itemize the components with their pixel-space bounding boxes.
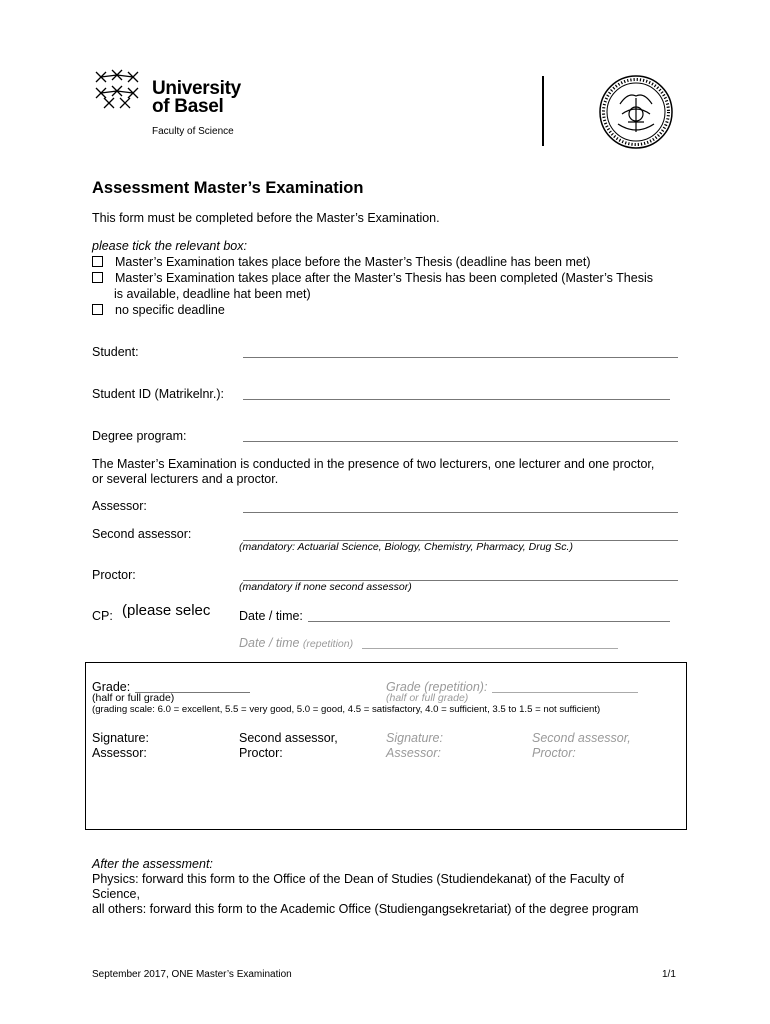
proctor-note: (mandatory if none second assessor): [239, 581, 412, 593]
degree-program-label: Degree program:: [92, 429, 187, 443]
page-number: 1/1: [662, 969, 676, 980]
tick-prompt: please tick the relevant box:: [92, 239, 247, 253]
signature-second-assessor-rep-line1: Second assessor,: [532, 731, 631, 745]
option-after-thesis[interactable]: [92, 270, 653, 286]
grading-scale: (grading scale: 6.0 = excellent, 5.5 = very good, 5.0 = good, 4.5 = satisfactory, 4.0 = sufficient, 3.5 to 1.5 = not sufficient): [92, 704, 601, 715]
proctor-label: Proctor:: [92, 568, 136, 582]
conduct-text-line2: or several lecturers and a proctor.: [92, 472, 279, 486]
after-line1: Physics: forward this form to the Office of the Dean of Studies (Studiendekanat) of the Faculty of: [92, 872, 624, 886]
signature-second-assessor-line2: Proctor:: [239, 746, 283, 760]
option-before-thesis[interactable]: [92, 254, 590, 270]
grade-repetition-field[interactable]: [492, 692, 638, 693]
second-assessor-note: (mandatory: Actuarial Science, Biology, Chemistry, Pharmacy, Drug Sc.): [239, 541, 573, 553]
signature-second-assessor-line1: Second assessor,: [239, 731, 338, 745]
second-assessor-label: Second assessor:: [92, 527, 192, 541]
date-rep-text: Date / time: [239, 636, 303, 650]
date-rep-suffix: (repetition): [302, 638, 354, 650]
footer-left: September 2017, ONE Master’s Examination: [92, 969, 292, 980]
option-no-deadline-label: no specific deadline: [115, 303, 225, 317]
student-field[interactable]: [243, 357, 678, 358]
date-time-label: Date / time:: [239, 609, 303, 623]
degree-program-field[interactable]: [243, 441, 678, 442]
signature-assessor-line2: Assessor:: [92, 746, 147, 760]
half-full-note-repetition: (half or full grade): [386, 692, 469, 704]
option-after-thesis-label: Master’s Examination takes place after the Master’s Thesis has been completed (Master’s Thesis: [115, 271, 653, 285]
after-line3: all others: forward this form to the Academic Office (Studiengangsekretariat) of the degree program: [92, 902, 639, 916]
assessor-label: Assessor:: [92, 499, 147, 513]
option-no-deadline[interactable]: [92, 302, 225, 318]
date-time-repetition-label: [239, 635, 353, 652]
page-title: Assessment Master’s Examination: [92, 179, 364, 197]
faculty-name: Faculty of Science: [152, 126, 234, 137]
university-logo-icon: [92, 66, 146, 112]
date-time-repetition-field[interactable]: [362, 648, 618, 649]
option-after-thesis-label-cont: is available, deadline hat been met): [114, 287, 311, 301]
checkbox-after-thesis[interactable]: [92, 272, 103, 283]
grade-repetition-label: Grade (repetition):: [386, 680, 488, 694]
signature-assessor-rep-line2: Assessor:: [386, 746, 441, 760]
date-time-field[interactable]: [308, 621, 670, 622]
after-heading: After the assessment:: [92, 857, 213, 871]
signature-assessor-line1: Signature:: [92, 731, 149, 745]
grade-label: Grade:: [92, 680, 131, 694]
checkbox-no-deadline[interactable]: [92, 304, 103, 315]
after-line2: Science,: [92, 887, 140, 901]
student-id-label: Student ID (Matrikelnr.):: [92, 387, 224, 401]
signature-second-assessor-rep-line2: Proctor:: [532, 746, 576, 760]
assessor-field[interactable]: [243, 512, 678, 513]
student-label: Student:: [92, 345, 139, 359]
intro-text: This form must be completed before the Master’s Examination.: [92, 211, 440, 225]
cp-label: CP:: [92, 609, 113, 623]
student-id-field[interactable]: [243, 399, 670, 400]
university-name-line1: University: [152, 78, 241, 99]
university-seal-icon: [598, 74, 674, 150]
header-divider: [542, 76, 544, 146]
cp-select[interactable]: (please selec: [122, 602, 211, 619]
conduct-text-line1: The Master’s Examination is conducted in the presence of two lecturers, one lecturer and one proctor,: [92, 457, 655, 471]
university-name-line2: of Basel: [152, 96, 224, 117]
half-full-note: (half or full grade): [92, 692, 175, 704]
signature-assessor-rep-line1: Signature:: [386, 731, 443, 745]
checkbox-before-thesis[interactable]: [92, 256, 103, 267]
option-before-thesis-label: Master’s Examination takes place before the Master’s Thesis (deadline has been met): [115, 255, 591, 269]
